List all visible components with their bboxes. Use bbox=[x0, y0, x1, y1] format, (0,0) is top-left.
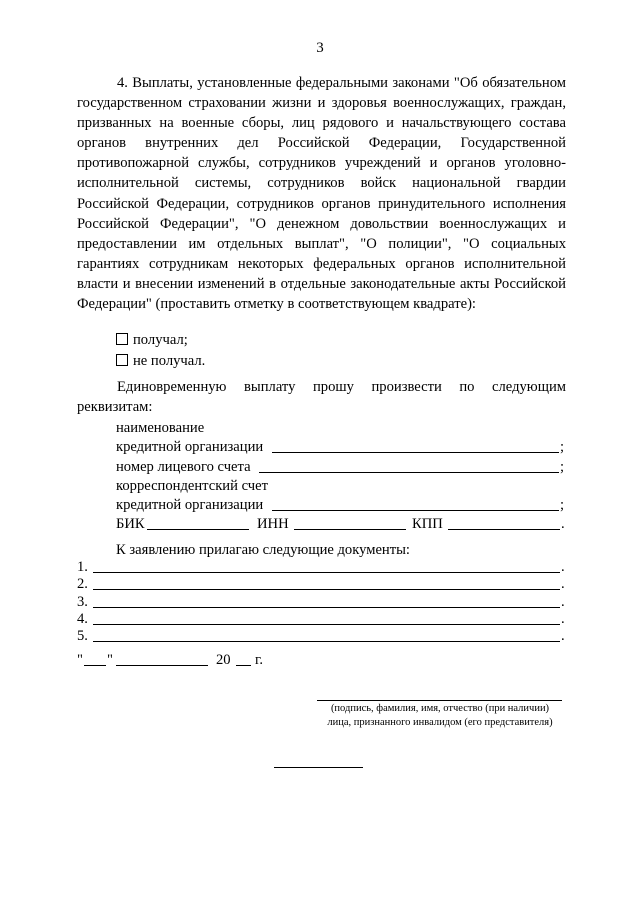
end-divider bbox=[274, 767, 363, 768]
period: . bbox=[561, 516, 565, 532]
period: . bbox=[561, 576, 565, 592]
account-field[interactable] bbox=[259, 472, 559, 473]
period: . bbox=[561, 628, 565, 644]
kpp-label: КПП bbox=[412, 516, 443, 532]
date-year-prefix: 20 bbox=[216, 652, 231, 668]
signature-caption-2: лица, признанного инвалидом (его представителя) bbox=[327, 717, 553, 728]
signature-line[interactable] bbox=[317, 700, 562, 701]
attachment-field[interactable] bbox=[93, 607, 560, 608]
date-year-suffix: г. bbox=[255, 652, 263, 668]
date-close-quote: " bbox=[107, 652, 113, 668]
attachments-intro: К заявлению прилагаю следующие документы: bbox=[116, 542, 410, 558]
period: . bbox=[561, 594, 565, 610]
bank-name-label: наименование bbox=[116, 420, 205, 436]
option-label: не получал. bbox=[133, 353, 206, 369]
page-number: 3 bbox=[316, 40, 324, 56]
attachment-field[interactable] bbox=[93, 572, 560, 573]
attachment-field[interactable] bbox=[93, 641, 560, 642]
semicolon: ; bbox=[560, 497, 565, 513]
bank-name-field[interactable] bbox=[272, 452, 559, 453]
bik-field[interactable] bbox=[147, 529, 249, 530]
payment-intro: Единовременную выплату прошу произвести по следующим реквизитам: bbox=[77, 379, 566, 416]
signature-caption: (подпись, фамилия, имя, отчество (при наличии) bbox=[330, 703, 550, 714]
period: . bbox=[561, 611, 565, 627]
option-received[interactable] bbox=[116, 331, 188, 349]
date-day-field[interactable] bbox=[84, 665, 106, 666]
attachment-number: 5. bbox=[77, 628, 88, 644]
attachment-number: 1. bbox=[77, 559, 88, 575]
corr-account-field[interactable] bbox=[272, 510, 559, 511]
date-year-field[interactable] bbox=[236, 665, 251, 666]
corr-account-label-2: кредитной организации bbox=[116, 497, 264, 513]
section-4-text: 4. Выплаты, установленные федеральными законами "Об обязательном государственном страховании жизни и здоровья военнослужащих, граждан, призванных на военные сборы, лиц рядового и начальствующего состава органов внутренних дел Российской Федерации, Государственной противопожарной службы, сотрудников учреждений и органов уголовно-исполнительной системы, сотрудников войск национальной гвардии Российской Федерации, сотрудников органов принудительного исполнения Российской Федерации", "О денежном довольствии военнослужащих и предоставлении им отдельных выплат", "О полиции", "О социальных гарантиях сотрудникам некоторых федеральных органов исполнительной власти и внесении изменений в отдельные законодательные акты Российской Федерации" (проставить отметку в соответствующем квадрате): bbox=[77, 75, 566, 313]
inn-label: ИНН bbox=[257, 516, 289, 532]
attachment-number: 2. bbox=[77, 576, 88, 592]
bik-label: БИК bbox=[116, 516, 145, 532]
account-label: номер лицевого счета bbox=[116, 459, 251, 475]
attachment-field[interactable] bbox=[93, 624, 560, 625]
option-label: получал; bbox=[133, 332, 188, 348]
option-not-received[interactable] bbox=[116, 352, 205, 370]
date-month-field[interactable] bbox=[116, 665, 208, 666]
attachment-field[interactable] bbox=[93, 589, 560, 590]
checkbox[interactable] bbox=[116, 354, 128, 366]
period: . bbox=[561, 559, 565, 575]
semicolon: ; bbox=[560, 439, 565, 455]
semicolon: ; bbox=[560, 459, 565, 475]
attachment-number: 4. bbox=[77, 611, 88, 627]
date-open-quote: " bbox=[77, 652, 83, 668]
checkbox[interactable] bbox=[116, 333, 128, 345]
attachment-number: 3. bbox=[77, 594, 88, 610]
kpp-field[interactable] bbox=[448, 529, 560, 530]
bank-name-label-2: кредитной организации bbox=[116, 439, 264, 455]
corr-account-label: корреспондентский счет bbox=[116, 478, 268, 494]
inn-field[interactable] bbox=[294, 529, 406, 530]
